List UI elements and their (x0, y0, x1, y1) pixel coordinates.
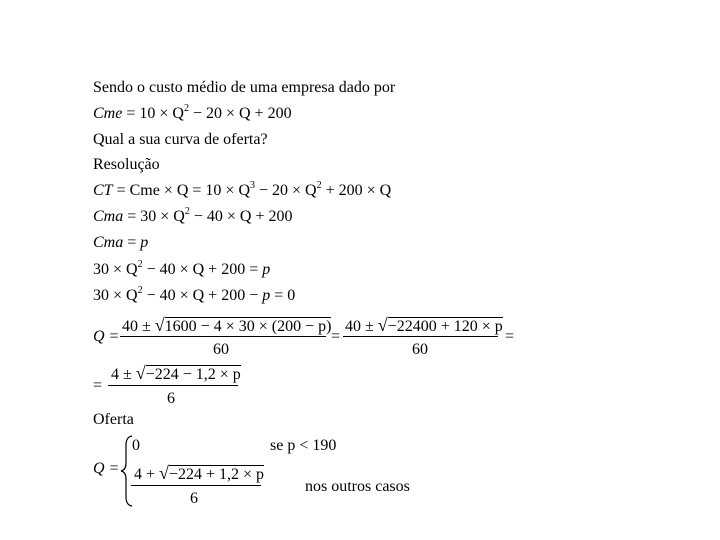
quad-num1 (122, 315, 331, 337)
eq2-c: = 0 (270, 287, 296, 304)
ct-exp2: 2 (316, 180, 322, 191)
sqrt-icon: √ (159, 463, 169, 483)
cma-p-eq: = (123, 234, 141, 251)
cme-lhs: Cme (93, 105, 123, 122)
simp-num (111, 363, 241, 385)
case2-num-pre: 4 + (134, 466, 160, 483)
sqrt-icon: √ (377, 315, 388, 335)
question-text: Qual a sua curva de oferta? (93, 131, 268, 148)
eq2-b: − 40 × Q + 200 − (142, 287, 263, 304)
cme-exp: 2 (183, 103, 189, 114)
simp-num-rad: −224 − 1,2 × p (145, 366, 241, 383)
quad-eq: = (331, 328, 341, 345)
ct-rest: + 200 × Q (321, 182, 392, 199)
quad-fraction-bar-1 (120, 336, 326, 337)
eq1-exp: 2 (137, 259, 143, 270)
quad-num2-pre: 40 ± (345, 318, 378, 335)
ct-equation (93, 181, 391, 201)
case2-condition: nos outros casos (305, 478, 410, 495)
cma-p-equation (93, 233, 148, 253)
case2-num (134, 463, 264, 485)
cme-equation (93, 104, 292, 124)
oferta-heading: Oferta (93, 411, 134, 428)
oferta-lhs: Q = (93, 460, 120, 477)
quad-fraction-bar-2 (343, 336, 498, 337)
quad-den1: 60 (213, 341, 229, 358)
eq1-a: 30 × Q (93, 261, 138, 278)
cma-mid: = 30 × Q (123, 208, 185, 225)
case1-condition: se p < 190 (270, 437, 337, 454)
cma-exp: 2 (184, 206, 190, 217)
resolucao-heading: Resolução (93, 156, 160, 173)
sqrt-icon: √ (154, 315, 165, 335)
cma-p-rhs: p (140, 234, 149, 251)
cma-p-lhs: Cma (93, 234, 124, 251)
cma-lhs: Cma (93, 208, 124, 225)
case2-num-rad: −224 + 1,2 × p (168, 466, 264, 483)
quad-eq2: = (505, 328, 515, 345)
simp-lhs: = (93, 377, 103, 394)
quad-num2 (345, 315, 503, 337)
simp-fraction-bar (108, 385, 238, 386)
eq2-exp: 2 (137, 285, 143, 296)
cme-rest: − 20 × Q + 200 (188, 105, 292, 122)
sqrt-icon: √ (135, 363, 146, 383)
eq2-p: p (262, 287, 271, 304)
cma-equation (93, 207, 292, 227)
quad-lhs: Q = (93, 328, 120, 345)
cme-eq: = 10 × Q (122, 105, 184, 122)
case2-fraction-bar (131, 485, 261, 486)
eq1 (93, 260, 270, 280)
quad-den2: 60 (412, 341, 428, 358)
ct-mid: = Cme × Q = 10 × Q (112, 182, 250, 199)
eq1-b: − 40 × Q + 200 = (142, 261, 263, 278)
simp-num-pre: 4 ± (111, 366, 136, 383)
case2-den: 6 (190, 490, 198, 507)
ct-mid2: − 20 × Q (255, 182, 317, 199)
ct-lhs: CT (93, 182, 113, 199)
quad-num2-rad: −22400 + 120 × p (387, 318, 503, 335)
eq2-a: 30 × Q (93, 287, 138, 304)
simp-den: 6 (167, 390, 175, 407)
cma-rest: − 40 × Q + 200 (189, 208, 293, 225)
quad-num1-rad: 1600 − 4 × 30 × (200 − p) (164, 318, 332, 335)
quad-num1-pre: 40 ± (122, 318, 155, 335)
case1-value: 0 (132, 437, 140, 454)
ct-exp1: 3 (250, 180, 255, 191)
intro-text: Sendo o custo médio de uma empresa dado por (93, 79, 396, 96)
eq1-rhs: p (262, 261, 271, 278)
eq2 (93, 286, 295, 306)
